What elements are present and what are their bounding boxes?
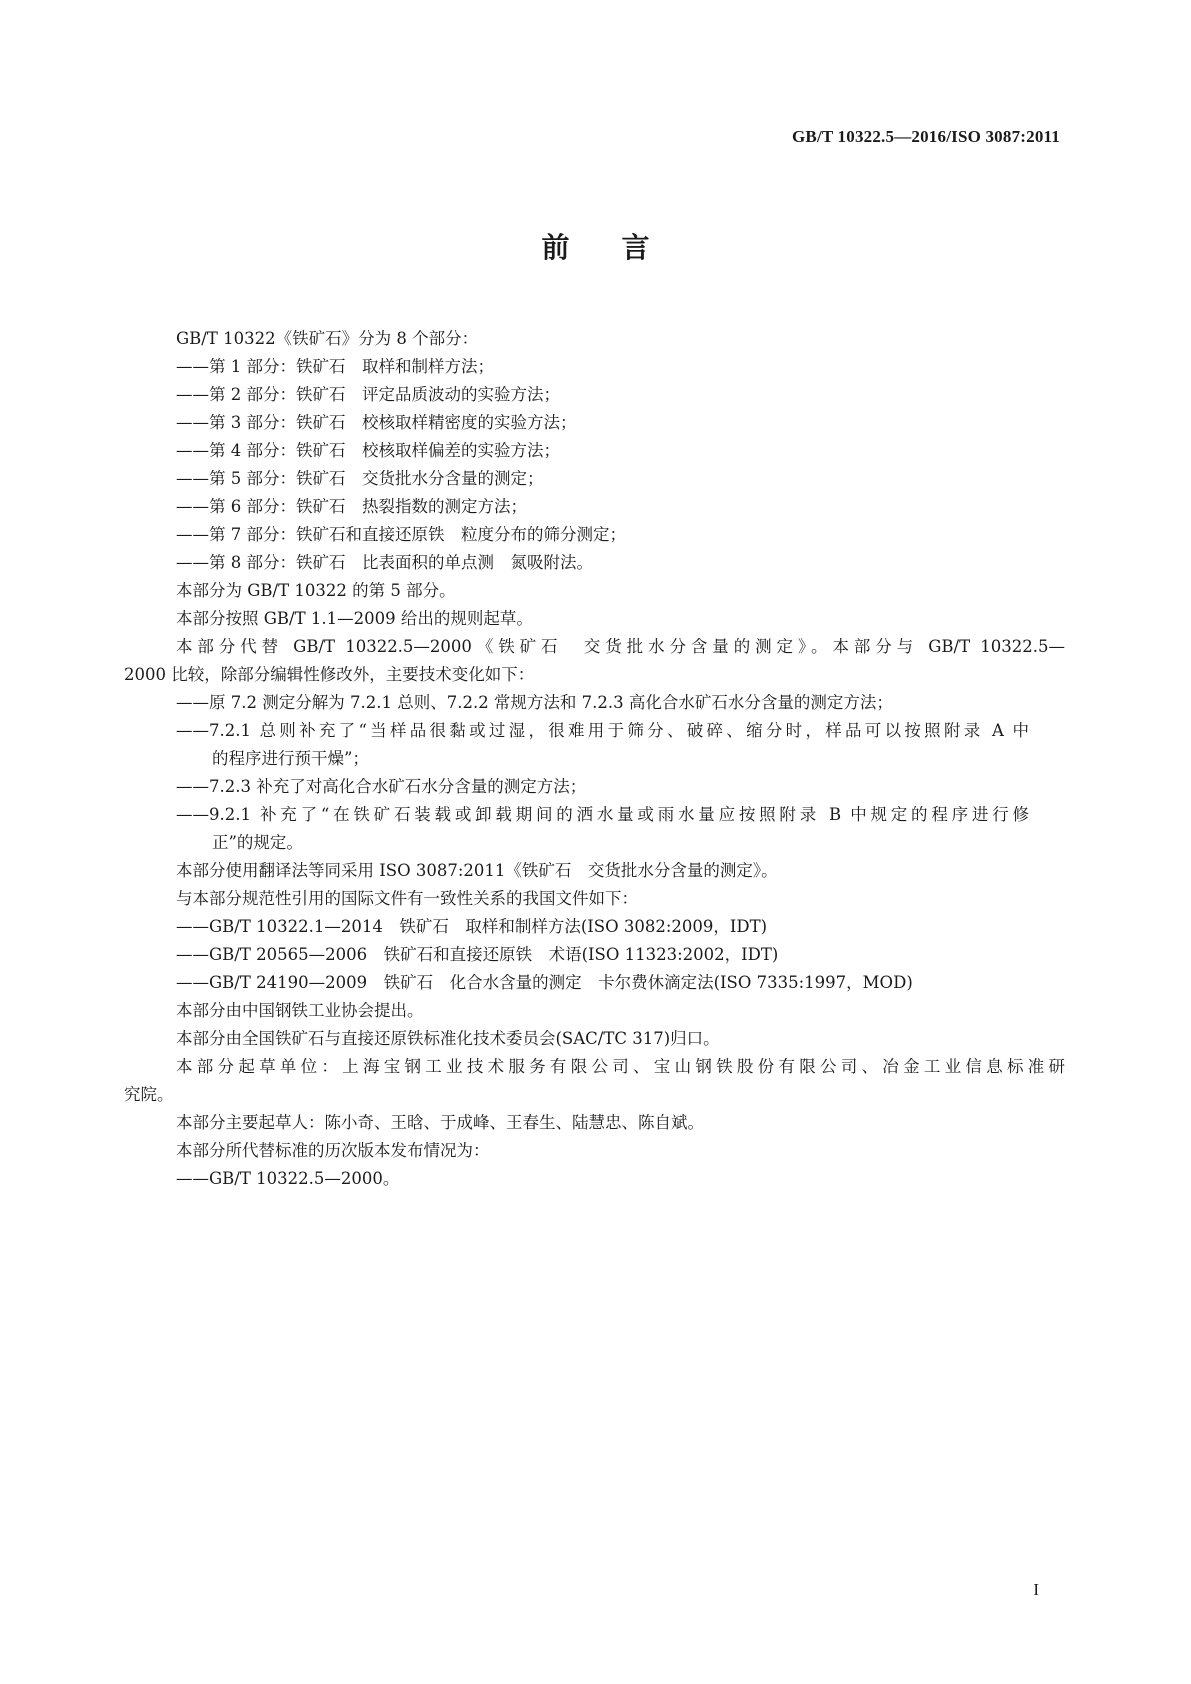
text-line: 与本部分规范性引用的国际文件有一致性关系的我国文件如下： <box>176 889 638 908</box>
list-item: ——第 4 部分：铁矿石 校核取样偏差的实验方法； <box>176 441 560 460</box>
text-line: 本部分使用翻译法等同采用 ISO 3087:2011《铁矿石 交货批水分含量的测定》。 <box>176 861 778 880</box>
list-item-continuation: 的程序进行预干燥”； <box>212 749 369 768</box>
text-line: GB/T 10322《铁矿石》分为 8 个部分： <box>176 329 479 348</box>
standard-code: GB/T 10322.5—2016/ISO 3087:2011 <box>791 127 1060 146</box>
reference-item: ——GB/T 10322.1—2014 铁矿石 取样和制样方法(ISO 3082:2009，IDT) <box>176 917 768 936</box>
text-line: 2000 比较，除部分编辑性修改外，主要技术变化如下： <box>124 665 535 684</box>
text-line: 本部分为 GB/T 10322 的第 5 部分。 <box>176 581 456 600</box>
text-line: 本部分由中国钢铁工业协会提出。 <box>176 1001 424 1020</box>
text-line: 究院。 <box>124 1085 174 1104</box>
list-item: ——7.2.3 补充了对高化合水矿石水分含量的测定方法； <box>176 777 587 796</box>
list-item: ——GB/T 10322.5—2000。 <box>176 1169 400 1188</box>
list-item: ——第 1 部分：铁矿石 取样和制样方法； <box>176 357 494 376</box>
list-item-continuation: 正”的规定。 <box>212 833 303 852</box>
page-number: I <box>1033 1580 1039 1599</box>
reference-item: ——GB/T 20565—2006 铁矿石和直接还原铁 术语(ISO 11323:2002，IDT) <box>176 945 779 964</box>
list-item: ——9.2.1 补充了“在铁矿石装载或卸载期间的洒水量或雨水量应按照附录 B 中规定的程序进行修 <box>176 805 1029 824</box>
text-line: 本部分代替 GB/T 10322.5—2000《铁矿石 交货批水分含量的测定》。本部分与 GB/T 10322.5— <box>176 637 1065 656</box>
text-line: 本部分所代替标准的历次版本发布情况为： <box>176 1141 490 1160</box>
list-item: ——第 5 部分：铁矿石 交货批水分含量的测定； <box>176 469 544 488</box>
list-item: ——第 3 部分：铁矿石 校核取样精密度的实验方法； <box>176 413 577 432</box>
reference-item: ——GB/T 24190—2009 铁矿石 化合水含量的测定 卡尔费休滴定法(ISO 7335:1997，MOD) <box>176 973 913 992</box>
page-title: 前言 <box>541 231 702 264</box>
list-item: ——7.2.1 总则补充了“当样品很黏或过湿，很难用于筛分、破碎、缩分时，样品可以按照附录 A 中 <box>176 721 1029 740</box>
list-item: ——第 8 部分：铁矿石 比表面积的单点测 氮吸附法。 <box>176 553 593 572</box>
list-item: ——原 7.2 测定分解为 7.2.1 总则、7.2.2 常规方法和 7.2.3 高化合水矿石水分含量的测定方法； <box>176 693 893 712</box>
text-line: 本部分主要起草人：陈小奇、王晗、于成峰、王春生、陆慧忠、陈自斌。 <box>176 1113 704 1132</box>
list-item: ——第 6 部分：铁矿石 热裂指数的测定方法； <box>176 497 527 516</box>
text-line: 本部分起草单位：上海宝钢工业技术服务有限公司、宝山钢铁股份有限公司、冶金工业信息标准研 <box>176 1057 1065 1076</box>
text-line: 本部分按照 GB/T 1.1—2009 给出的规则起草。 <box>176 609 533 628</box>
list-item: ——第 7 部分：铁矿石和直接还原铁 粒度分布的筛分测定； <box>176 525 626 544</box>
list-item: ——第 2 部分：铁矿石 评定品质波动的实验方法； <box>176 385 560 404</box>
text-line: 本部分由全国铁矿石与直接还原铁标准化技术委员会(SAC/TC 317)归口。 <box>176 1029 720 1048</box>
